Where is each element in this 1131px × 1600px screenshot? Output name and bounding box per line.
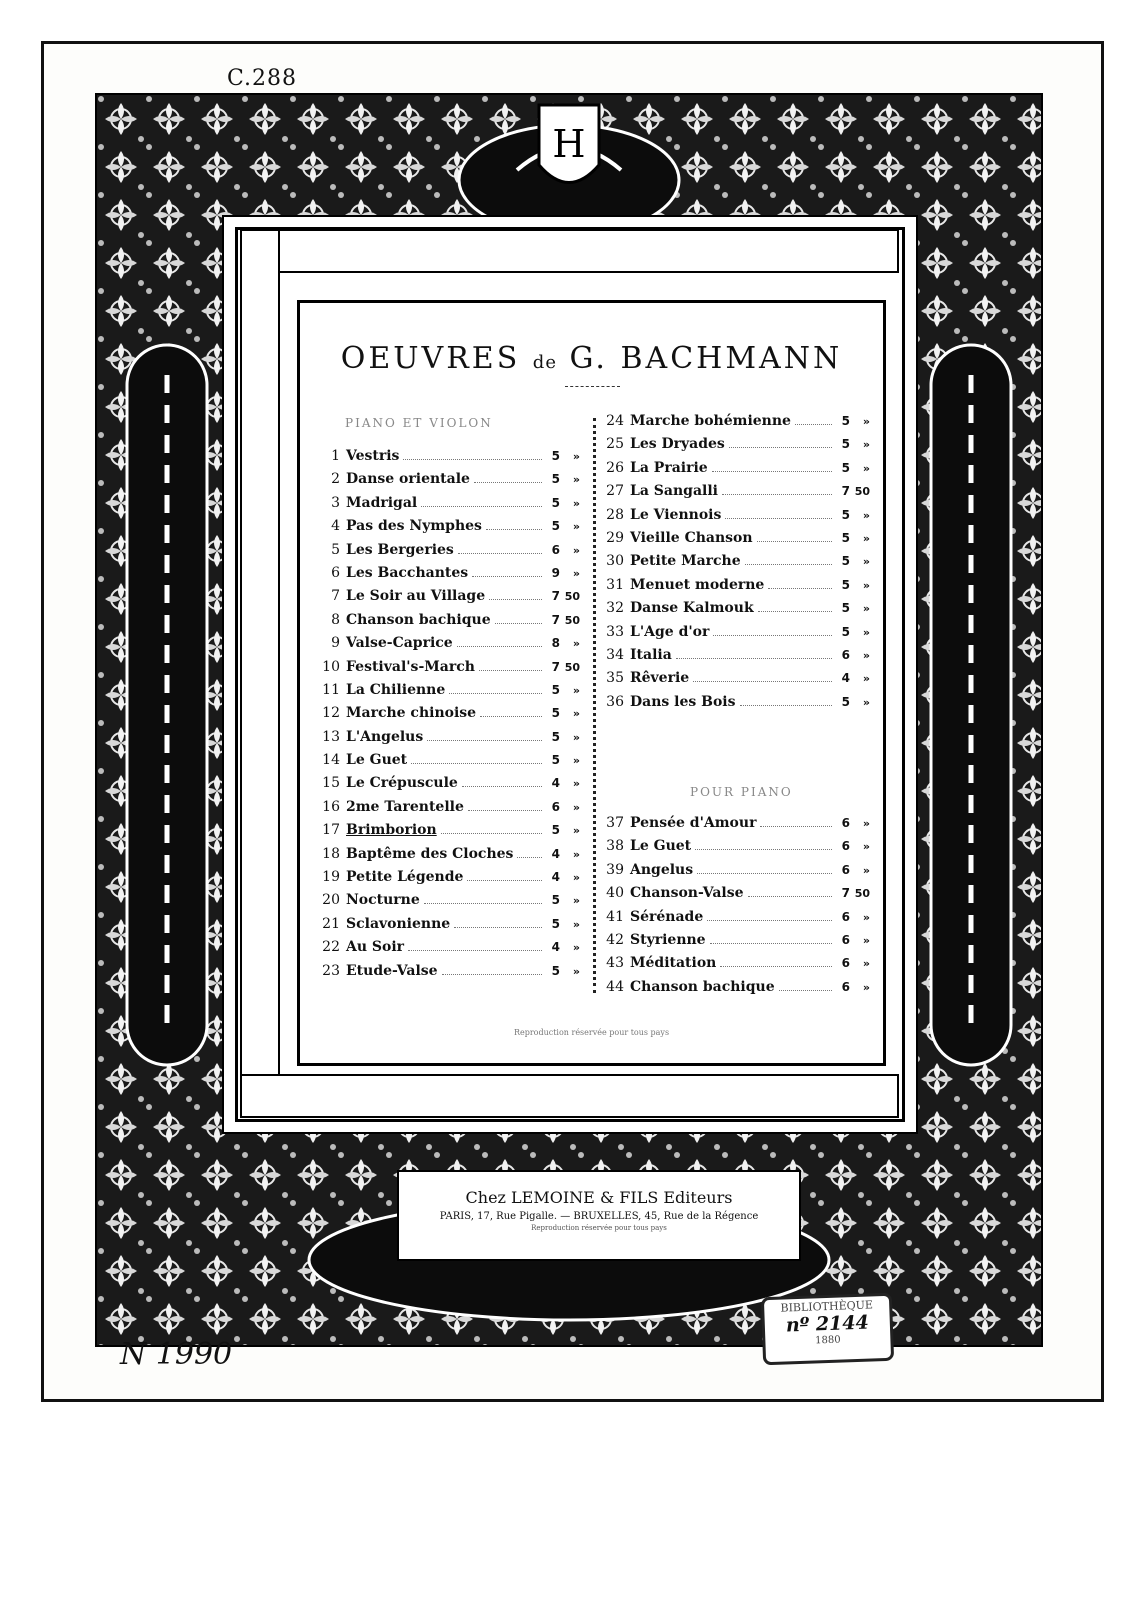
item-price-cents: »	[862, 980, 870, 994]
item-number: 36	[606, 693, 624, 710]
list-item	[318, 659, 580, 682]
item-title: Vieille Chanson	[630, 529, 753, 546]
item-title: Angelus	[630, 861, 694, 878]
item-title: L'Angelus	[346, 728, 424, 745]
item-price-francs: 5	[841, 460, 850, 475]
item-title: Petite Légende	[346, 869, 464, 886]
section-heading-piano: POUR PIANO	[690, 785, 793, 799]
item-title: Marche chinoise	[346, 705, 477, 722]
item-title: Méditation	[630, 955, 717, 972]
item-price-cents: »	[572, 566, 580, 580]
item-number: 20	[322, 892, 340, 909]
item-number: 19	[322, 869, 340, 886]
item-price-francs: 9	[551, 565, 560, 580]
item-number: 44	[606, 978, 624, 995]
item-price-francs: 6	[841, 862, 850, 877]
item-number: 38	[606, 838, 624, 855]
list-item	[318, 565, 580, 588]
item-price-francs: 5	[841, 694, 850, 709]
item-title: Les Bergeries	[346, 541, 454, 558]
list-item	[318, 752, 580, 775]
publisher-name: Chez LEMOINE & FILS Editeurs	[465, 1188, 733, 1207]
item-number: 4	[331, 518, 340, 535]
item-title: L'Age d'or	[630, 623, 710, 640]
item-price-francs: 7	[551, 612, 560, 627]
dot-leader	[458, 543, 542, 554]
handwritten-number: N 1990	[120, 1337, 233, 1372]
item-price-cents: »	[572, 496, 580, 510]
item-title: Chanson bachique	[346, 611, 491, 628]
item-title: Valse-Caprice	[346, 635, 453, 652]
item-price-francs: 5	[551, 706, 560, 721]
item-title: Le Soir au Village	[346, 588, 486, 605]
item-price-francs: 7	[551, 589, 560, 604]
item-number: 18	[322, 845, 340, 862]
item-title: Sclavonienne	[346, 915, 451, 932]
list-item	[318, 729, 580, 752]
item-price-cents: 50	[564, 660, 580, 674]
dot-leader	[712, 461, 832, 472]
item-number: 9	[331, 635, 340, 652]
item-number: 23	[322, 962, 340, 979]
list-item	[602, 838, 870, 861]
item-price-francs: 7	[841, 484, 850, 499]
item-price-francs: 5	[551, 472, 560, 487]
item-title: La Prairie	[630, 459, 708, 476]
list-item	[318, 799, 580, 822]
item-title: Nocturne	[346, 892, 420, 909]
item-price-cents: »	[862, 957, 870, 971]
item-price-cents: »	[572, 847, 580, 861]
item-price-cents: »	[862, 817, 870, 830]
item-number: 42	[606, 931, 624, 948]
dot-leader	[489, 589, 542, 600]
list-item	[602, 553, 870, 576]
item-price-francs: 7	[551, 659, 560, 674]
item-title: Italia	[630, 646, 672, 663]
dot-leader	[517, 847, 542, 858]
item-number: 12	[322, 705, 340, 722]
list-item	[318, 939, 580, 962]
publisher-address: PARIS, 17, Rue Pigalle. — BRUXELLES, 45, Rue de la Régence	[439, 1211, 759, 1222]
catalog-panel	[297, 300, 886, 1066]
list-item	[602, 507, 870, 530]
dot-leader	[468, 800, 542, 811]
dot-leader	[697, 863, 832, 874]
list-item	[602, 955, 870, 978]
item-title: Pensée d'Amour	[630, 815, 757, 831]
item-title: Le Guet	[346, 752, 408, 769]
list-item	[602, 815, 870, 838]
list-item	[318, 588, 580, 611]
item-price-cents: »	[862, 508, 870, 522]
item-price-francs: 6	[841, 816, 850, 830]
list-item	[318, 892, 580, 915]
item-price-cents: 50	[854, 485, 870, 499]
item-title: Au Soir	[346, 939, 405, 956]
item-price-cents: »	[862, 602, 870, 616]
item-title: Sérénade	[630, 908, 704, 925]
item-number: 27	[606, 483, 624, 500]
list-item	[602, 600, 870, 623]
dot-leader	[676, 648, 832, 659]
dot-leader	[427, 730, 542, 741]
dot-leader	[442, 964, 542, 975]
item-price-francs: 4	[551, 940, 560, 955]
dot-leader	[472, 566, 542, 577]
list-item	[602, 885, 870, 908]
item-title: Petite Marche	[630, 553, 741, 570]
stamp-number: nº 2144	[785, 1311, 870, 1337]
item-price-cents: »	[572, 824, 580, 838]
item-price-francs: 5	[551, 916, 560, 931]
item-title: Marche bohémienne	[630, 413, 791, 429]
dot-leader	[474, 472, 542, 483]
list-item	[602, 483, 870, 506]
item-price-cents: »	[862, 933, 870, 947]
item-price-cents: »	[862, 438, 870, 452]
item-price-francs: 5	[841, 601, 850, 616]
item-title: Chanson-Valse	[630, 885, 744, 902]
dot-leader	[495, 613, 542, 624]
item-title: Danse orientale	[346, 471, 470, 488]
list-item	[602, 530, 870, 553]
item-price-cents: »	[572, 777, 580, 791]
item-price-francs: 6	[551, 542, 560, 557]
list-item	[602, 932, 870, 955]
item-price-francs: 4	[551, 846, 560, 861]
library-stamp	[761, 1293, 894, 1366]
item-number: 6	[331, 564, 340, 581]
dot-leader	[421, 496, 542, 507]
dot-leader	[403, 449, 542, 460]
item-number: 34	[606, 646, 624, 663]
list-item	[318, 635, 580, 658]
item-price-cents: »	[862, 695, 870, 709]
dot-leader	[467, 870, 542, 881]
list-item	[602, 624, 870, 647]
item-number: 13	[322, 728, 340, 745]
list-item	[602, 670, 870, 693]
svg-text:H: H	[552, 122, 586, 166]
list-item	[318, 869, 580, 892]
piano-column-list	[602, 815, 870, 1002]
item-price-francs: 6	[841, 647, 850, 662]
left-column-list	[318, 448, 580, 986]
dot-leader	[693, 671, 832, 682]
item-price-cents: »	[572, 473, 580, 487]
item-price-cents: »	[862, 415, 870, 428]
item-price-cents: »	[862, 672, 870, 686]
right-column-list	[602, 413, 870, 717]
item-number: 41	[606, 908, 624, 925]
item-title: Les Dryades	[630, 436, 725, 453]
list-item	[318, 775, 580, 798]
item-number: 17	[322, 822, 340, 839]
item-number: 31	[606, 576, 624, 593]
item-number: 7	[331, 588, 340, 605]
item-price-cents: »	[862, 555, 870, 569]
item-price-cents: »	[862, 840, 870, 854]
list-item	[602, 979, 870, 1002]
item-number: 2	[331, 471, 340, 488]
list-item	[318, 448, 580, 471]
item-price-cents: »	[572, 543, 580, 557]
dot-leader	[795, 414, 832, 425]
item-price-cents: »	[862, 863, 870, 877]
dot-leader	[757, 531, 832, 542]
item-number: 35	[606, 670, 624, 687]
dot-leader	[758, 601, 832, 612]
item-price-francs: 5	[841, 577, 850, 592]
item-title: Styrienne	[630, 931, 706, 948]
item-price-francs: 5	[551, 682, 560, 697]
list-item	[602, 460, 870, 483]
dot-leader	[449, 683, 542, 694]
item-number: 33	[606, 623, 624, 640]
list-item	[602, 436, 870, 459]
list-item	[602, 413, 870, 436]
item-price-francs: 5	[841, 507, 850, 522]
item-number: 28	[606, 506, 624, 523]
item-price-francs: 5	[551, 893, 560, 908]
list-item	[318, 822, 580, 845]
title-oeuvres: OEUVRES	[340, 341, 521, 376]
dot-leader	[779, 980, 832, 991]
item-number: 29	[606, 529, 624, 546]
item-price-cents: »	[572, 730, 580, 744]
item-title: Pas des Nymphes	[346, 518, 482, 535]
item-number: 16	[322, 798, 340, 815]
dot-leader	[480, 706, 542, 717]
item-title: Le Guet	[630, 838, 692, 855]
title-composer: G. BACHMANN	[569, 341, 843, 376]
item-number: 14	[322, 752, 340, 769]
item-price-cents: »	[572, 894, 580, 908]
list-item	[318, 542, 580, 565]
reproduction-note: Reproduction réservée pour tous pays	[513, 1028, 670, 1037]
dot-leader	[748, 886, 832, 897]
item-price-cents: 50	[854, 887, 870, 901]
item-title: Les Bacchantes	[346, 564, 469, 581]
list-item	[318, 612, 580, 635]
item-price-francs: 6	[841, 909, 850, 924]
item-title: La Chilienne	[346, 681, 446, 698]
item-price-cents: »	[572, 800, 580, 814]
list-item	[602, 577, 870, 600]
dot-leader	[454, 917, 542, 928]
list-item	[318, 471, 580, 494]
dot-leader	[479, 660, 542, 671]
item-price-francs: 5	[551, 449, 560, 463]
item-title: Le Crépuscule	[346, 775, 458, 792]
catalog-mark: C.288	[227, 66, 298, 91]
item-number: 1	[331, 448, 340, 464]
dot-leader	[710, 933, 832, 944]
item-price-francs: 4	[841, 671, 850, 686]
title-ornament-rule	[565, 386, 620, 387]
stamp-label: BIBLIOTHÈQUE	[780, 1298, 874, 1315]
item-price-francs: 5	[551, 729, 560, 744]
dot-leader	[725, 508, 832, 519]
item-title: Etude-Valse	[346, 962, 438, 979]
item-number: 37	[606, 815, 624, 831]
item-price-cents: »	[572, 754, 580, 768]
list-item	[318, 518, 580, 541]
publisher-rights: Reproduction réservée pour tous pays	[531, 1224, 667, 1232]
column-divider	[593, 418, 596, 993]
dot-leader	[486, 519, 542, 530]
item-price-francs: 6	[841, 839, 850, 854]
item-price-cents: »	[572, 520, 580, 534]
title-de: de	[532, 352, 557, 373]
item-price-francs: 5	[551, 519, 560, 534]
list-item	[602, 909, 870, 932]
section-heading-piano-violon: PIANO ET VIOLON	[345, 416, 493, 430]
item-title: Madrigal	[346, 494, 418, 511]
item-price-cents: 50	[564, 613, 580, 627]
item-price-francs: 5	[551, 823, 560, 838]
list-item	[318, 846, 580, 869]
dot-leader	[424, 893, 542, 904]
dot-leader	[740, 695, 833, 706]
item-number: 5	[331, 541, 340, 558]
item-price-cents: »	[862, 578, 870, 592]
item-number: 30	[606, 553, 624, 570]
item-number: 26	[606, 459, 624, 476]
item-title: Menuet moderne	[630, 576, 765, 593]
item-title: 2me Tarentelle	[346, 798, 464, 815]
list-item	[318, 682, 580, 705]
item-price-francs: 4	[551, 870, 560, 885]
item-price-francs: 5	[551, 753, 560, 768]
item-title: Brimborion	[346, 822, 437, 839]
item-price-francs: 5	[551, 963, 560, 978]
item-title: Baptême des Cloches	[346, 845, 514, 862]
dot-leader	[760, 816, 832, 827]
item-price-cents: »	[572, 707, 580, 721]
item-price-cents: »	[572, 941, 580, 955]
item-price-cents: »	[862, 648, 870, 662]
item-price-cents: »	[862, 910, 870, 924]
page-title	[300, 341, 883, 376]
dot-leader	[411, 753, 542, 764]
item-title: Le Viennois	[630, 506, 722, 523]
monogram-shield-icon	[529, 95, 609, 205]
item-price-francs: 6	[841, 979, 850, 994]
list-item	[602, 647, 870, 670]
list-item	[318, 963, 580, 986]
list-item	[318, 705, 580, 728]
item-number: 43	[606, 955, 624, 972]
item-price-cents: »	[572, 637, 580, 651]
dot-leader	[768, 578, 832, 589]
dot-leader	[745, 554, 832, 565]
item-price-francs: 5	[841, 554, 850, 569]
item-number: 10	[322, 658, 340, 675]
item-price-cents: »	[862, 625, 870, 639]
item-price-francs: 5	[841, 624, 850, 639]
dot-leader	[441, 823, 542, 834]
item-price-francs: 6	[841, 956, 850, 971]
item-title: Chanson bachique	[630, 978, 775, 995]
dot-leader	[729, 437, 832, 448]
dot-leader	[457, 636, 542, 647]
item-title: Dans les Bois	[630, 693, 736, 710]
list-item	[318, 495, 580, 518]
item-price-francs: 7	[841, 886, 850, 901]
item-title: Festival's-March	[346, 658, 475, 675]
item-title: Danse Kalmouk	[630, 600, 754, 617]
item-price-francs: 5	[841, 437, 850, 452]
item-price-francs: 4	[551, 776, 560, 791]
item-number: 39	[606, 861, 624, 878]
list-item	[318, 916, 580, 939]
item-title: La Sangalli	[630, 483, 718, 500]
dot-leader	[462, 776, 542, 787]
item-price-cents: »	[862, 531, 870, 545]
item-price-cents: »	[862, 461, 870, 475]
dot-leader	[722, 484, 832, 495]
item-price-cents: »	[572, 683, 580, 697]
item-number: 32	[606, 600, 624, 617]
item-price-cents: »	[572, 964, 580, 978]
item-price-cents: »	[572, 917, 580, 931]
item-price-francs: 8	[551, 636, 560, 651]
item-number: 3	[331, 494, 340, 511]
publisher-cartouche	[397, 1170, 801, 1261]
item-number: 21	[322, 915, 340, 932]
item-title: Vestris	[346, 448, 400, 464]
item-number: 15	[322, 775, 340, 792]
item-number: 24	[606, 413, 624, 429]
item-price-francs: 6	[841, 932, 850, 947]
stamp-year: 1880	[814, 1334, 841, 1347]
list-item	[602, 862, 870, 885]
dot-leader	[720, 956, 832, 967]
dot-leader	[713, 625, 832, 636]
item-number: 8	[331, 611, 340, 628]
dot-leader	[695, 839, 832, 850]
item-title: Rêverie	[630, 670, 690, 687]
item-price-cents: »	[572, 871, 580, 885]
item-number: 22	[322, 939, 340, 956]
item-price-francs: 5	[551, 495, 560, 510]
item-number: 40	[606, 885, 624, 902]
item-number: 25	[606, 436, 624, 453]
dot-leader	[408, 940, 542, 951]
list-item	[602, 694, 870, 717]
item-price-cents: 50	[564, 590, 580, 604]
item-price-cents: »	[572, 450, 580, 463]
item-price-francs: 6	[551, 799, 560, 814]
item-price-francs: 5	[841, 414, 850, 428]
item-price-francs: 5	[841, 530, 850, 545]
item-number: 11	[322, 681, 340, 698]
dot-leader	[707, 910, 832, 921]
